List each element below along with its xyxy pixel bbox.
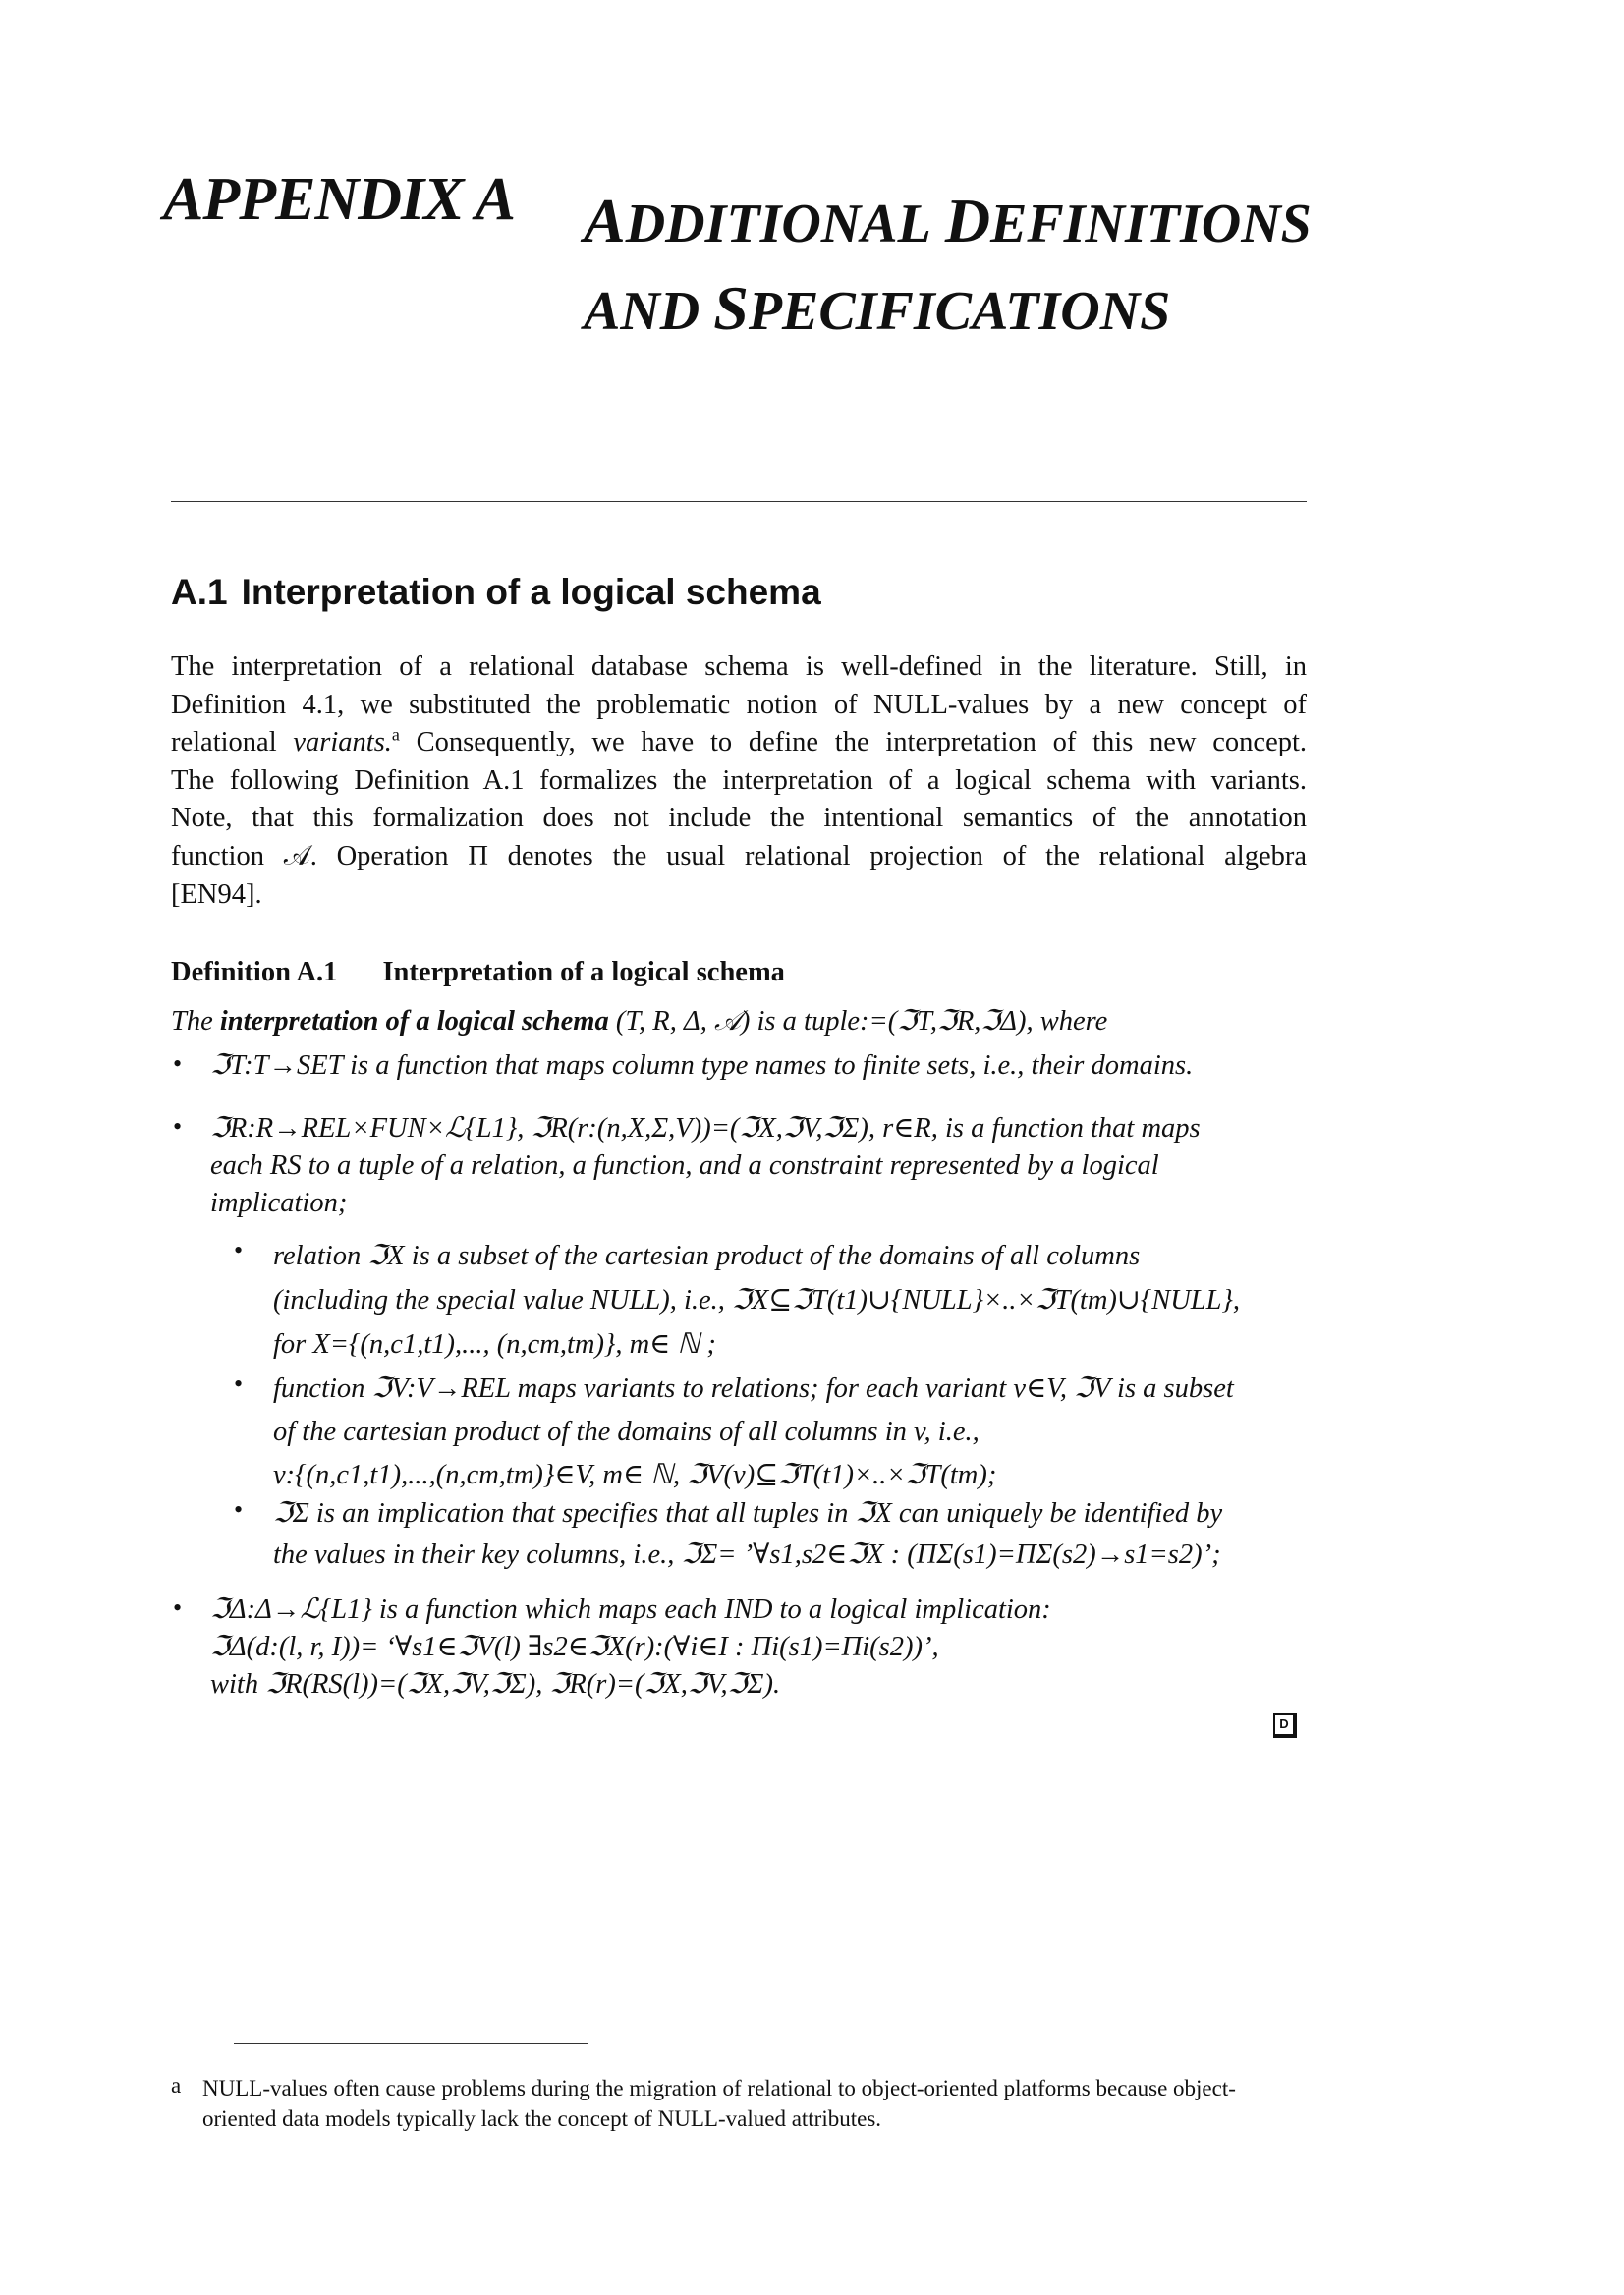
bullet: • (173, 1112, 183, 1141)
definition-subitem-implication: ℑΣ is an implication that specifies that all tuples in ℑX can uniquely be identified by the values in their key columns, i.e., ℑΣ= ’∀s1,s2∈ℑX : (ΠΣ(s1)=ΠΣ(s2)→s1=s2)’; (273, 1498, 1223, 1570)
definition-heading (171, 957, 785, 988)
end-of-definition-icon: D (1273, 1713, 1297, 1738)
paragraph-line: The following Definition A.1 formalizes the interpretation of a logical schema with variants. (171, 764, 1307, 796)
bullet: • (234, 1370, 244, 1398)
paragraph-line: Definition 4.1, we substituted the problematic notion of NULL-values by a new concept of (171, 689, 1307, 720)
chapter-label: APPENDIX A (163, 166, 516, 233)
bullet: • (173, 1594, 183, 1622)
section-number: A.1 (171, 572, 228, 612)
footnote-ref: a (391, 724, 400, 745)
definition-name: Interpretation of a logical schema (382, 957, 785, 987)
definition-item-relation-map: ℑR:R→REL×FUN×ℒ{L1}, ℑR(r:(n,X,Σ,V))=(ℑX,ℑV,ℑΣ), r∈R, is a function that maps each RS to a tuple of a relation, a function, and a constraint represented by a logical implication; (210, 1113, 1201, 1218)
section-heading (171, 572, 821, 613)
chapter-title: ADDITIONAL DEFINITIONS AND SPECIFICATIONS (584, 186, 1312, 343)
definition-item-ind-map: ℑΔ:Δ→ℒ{L1} is a function which maps each IND to a logical implication: ℑΔ(d:(l, r, I))= ‘∀s1∈ℑV(l) ∃s2∈ℑX(r):(∀i∈I : Πi(s1)=Πi(s2))’, with ℑR(RS(l))=(ℑX,ℑV,ℑΣ), ℑR(r)=(ℑX,ℑV,ℑΣ). (210, 1595, 1051, 1700)
bullet: • (234, 1236, 244, 1264)
definition-subitem-function: function ℑV:V→REL maps variants to relations; for each variant v∈V, ℑV is a subset of the cartesian product of the domains of all columns in v, i.e., v:{(n,c1,t1),...,(n,cm,tm)}∈V, m∈ ℕ, ℑV(v)⊆ℑT(t1)×..×ℑT(tm); (273, 1373, 1234, 1490)
body-paragraph (171, 648, 1307, 914)
bullet: • (173, 1049, 183, 1078)
definition-subitem-relation: relation ℑX is a subset of the cartesian product of the domains of all columns (including the special value NULL), i.e., ℑX⊆ℑT(t1)∪{NULL}×..×ℑT(tm)∪{NULL}, for X={(n,c1,t1),..., (n,cm,tm)}, m∈ ℕ ; (273, 1241, 1241, 1360)
footnote-mark: a (171, 2073, 182, 2098)
paragraph-line: [EN94]. (171, 878, 262, 910)
paragraph-line: relational variants.$^a$ Consequently, we have to define the interpretation of this new concept. (171, 724, 1308, 758)
section-title: Interpretation of a logical schema (241, 572, 821, 612)
definition-intro: The interpretation of a logical schema (T, R, Δ, 𝒜) is a tuple:=(ℑT,ℑR,ℑΔ), where (171, 1006, 1108, 1036)
paragraph-line: Note, that this formalization does not include the intentional semantics of the annotation (171, 803, 1307, 834)
definition-item-type-map: ℑT:T→SET is a function that maps column type names to finite sets, i.e., their domains. (210, 1050, 1194, 1081)
footnote-text: NULL-values often cause problems during the migration of relational to object-oriented platforms because object-oriented data models typically lack the concept of NULL-valued attributes. (202, 2076, 1236, 2131)
bullet: • (234, 1495, 244, 1524)
footnote-rule (234, 2043, 588, 2044)
definition-label: Definition A.1 (171, 957, 338, 987)
heading-rule (171, 501, 1307, 502)
paragraph-line: The interpretation of a relational database schema is well-defined in the literature. Still, in (171, 651, 1307, 682)
paragraph-line: function 𝒜. Operation Π denotes the usual relational projection of the relational algebra (171, 840, 1307, 871)
